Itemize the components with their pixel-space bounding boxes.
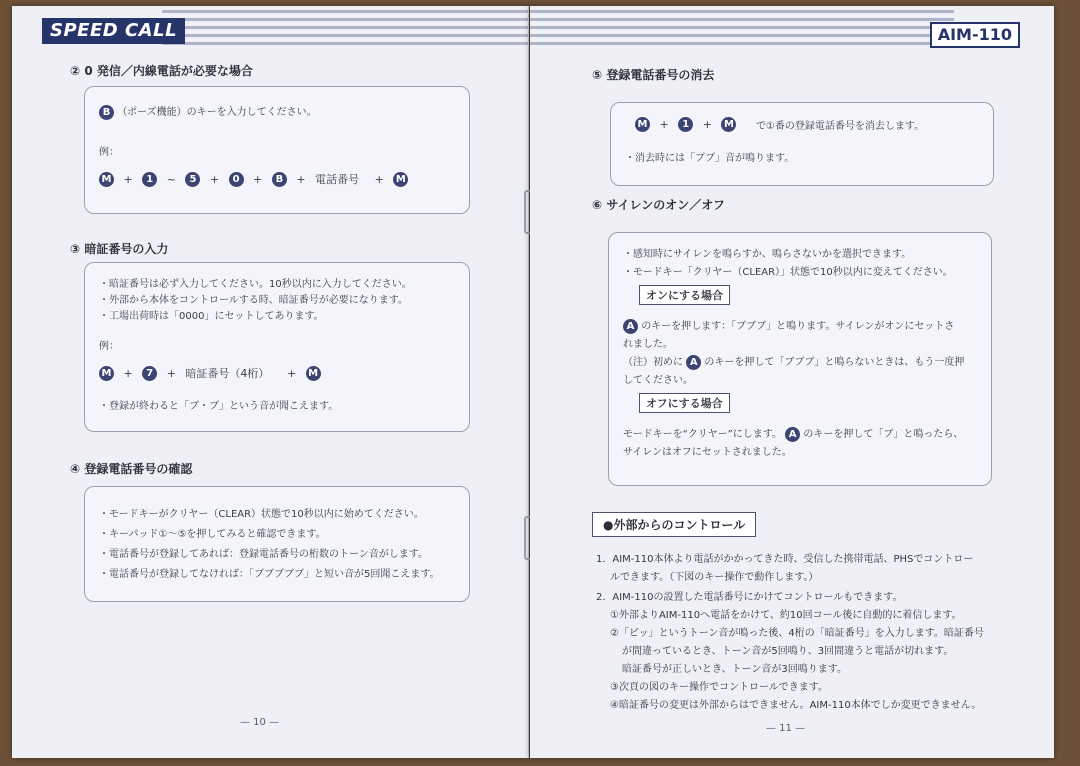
delete-note: ・消去時には「ブブ」音が鳴ります。	[625, 153, 795, 164]
page-number: — 10 —	[240, 717, 280, 728]
plus-sign: +	[123, 172, 133, 186]
plus-sign: +	[374, 172, 384, 186]
example-label: 例：	[99, 341, 119, 352]
model-label: AIM-110	[930, 22, 1020, 48]
confirm-line-2: ・キーパッド①～⑤を押してみると確認できます。	[99, 529, 326, 540]
external-line: ③次頁の図のキー操作でコントロールできます。	[610, 682, 828, 693]
zero-dial-box	[84, 86, 470, 214]
section-heading-confirm: ④ 登録電話番号の確認	[70, 462, 193, 476]
left-page	[12, 6, 529, 758]
key-7-icon: 7	[142, 366, 157, 381]
key-m-icon: M	[721, 117, 736, 132]
plus-sign: +	[659, 118, 669, 131]
page-number: — 11 —	[766, 723, 806, 734]
pause-key-text: （ポーズ機能）のキーを入力してください。	[117, 107, 317, 118]
siren-off-line-1	[623, 425, 963, 442]
key-1-icon: 1	[678, 117, 693, 132]
siren-off-line-1-pre: モードキーを“クリヤー”にします。	[623, 429, 782, 440]
pin-note: ・登録が終わると「ブ・ブ」という音が聞こえます。	[99, 401, 339, 412]
key-a-icon: A	[785, 427, 800, 442]
external-control-title: ●外部からのコントロール	[592, 512, 756, 537]
siren-on-line-1-text: のキーを押します：「ブブブ」と鳴ります。サイレンがオンにセットさ	[641, 321, 955, 332]
external-line: ①外部よりAIM-110へ電話をかけて、約10回コール後に自動的に着信します。	[610, 610, 962, 621]
delete-box	[610, 102, 994, 186]
siren-on-line-3	[623, 353, 964, 370]
external-line: ④暗証番号の変更は外部からはできません。AIM-110本体でしか変更できません。	[610, 700, 982, 711]
external-line: 2．AIM-110の設置した電話番号にかけてコントロールもできます。	[596, 592, 903, 603]
confirm-line-3: ・電話番号が登録してあれば：登録電話番号の桁数のトーン音がします。	[99, 549, 428, 560]
key-5-icon: 5	[185, 172, 200, 187]
plus-sign: +	[296, 172, 306, 186]
right-page	[530, 6, 1054, 758]
key-b-icon: B	[272, 172, 287, 187]
pin-box	[84, 262, 470, 432]
pin-sequence	[99, 365, 327, 381]
siren-on-line-2: れました。	[623, 339, 673, 350]
plus-sign: +	[253, 172, 263, 186]
key-m-icon: M	[306, 366, 321, 381]
section-heading-pin: ③ 暗証番号の入力	[70, 242, 169, 256]
siren-on-line-3-pre: （注）初めに	[623, 357, 683, 368]
pause-key-line	[99, 103, 317, 120]
confirm-line-1: ・モードキーがクリヤー（CLEAR）状態で10秒以内に始めてください。	[99, 509, 424, 520]
pin-line-2: ・外部から本体をコントロールする時、暗証番号が必要になります。	[99, 295, 408, 306]
delete-sequence	[635, 117, 930, 132]
section-heading-siren: ⑥ サイレンのオン／オフ	[592, 198, 725, 212]
section-heading-zero-dial: ② 0 発信／内線電話が必要な場合	[70, 64, 253, 78]
siren-on-line-1	[623, 317, 954, 334]
confirm-line-4: ・電話番号が登録してなければ：「ブブブブブ」と短い音が5回聞こえます。	[99, 569, 440, 580]
external-line: が間違っているとき、トーン音が5回鳴り、3回間違うと電話が切れます。	[622, 646, 954, 657]
header-stripes	[162, 6, 528, 50]
off-title-text: オフにする場合	[639, 393, 730, 413]
plus-sign: +	[123, 366, 133, 380]
pin-digits-label: 暗証番号（4桁）	[185, 367, 270, 380]
plus-sign: +	[209, 172, 220, 186]
key-b-icon: B	[99, 105, 114, 120]
siren-on-title	[639, 285, 730, 305]
external-line: ②「ピッ」というトーン音が鳴った後、4桁の「暗証番号」を入力します。暗証番号	[610, 628, 984, 639]
siren-off-line-2: サイレンはオフにセットされました。	[623, 447, 792, 458]
key-m-icon: M	[99, 172, 114, 187]
key-1-icon: 1	[142, 172, 157, 187]
tilde-sign: ~	[166, 172, 176, 186]
external-line: ルできます。（下図のキー操作で動作します。）	[610, 572, 819, 583]
brand-label: SPEED CALL	[42, 18, 185, 44]
section-heading-delete: ⑤ 登録電話番号の消去	[592, 68, 715, 82]
siren-on-line-4: してください。	[623, 375, 693, 386]
delete-sequence-note: で①番の登録電話番号を消去します。	[755, 121, 925, 132]
plus-sign: +	[286, 366, 297, 380]
siren-line-1: ・感知時にサイレンを鳴らすか、鳴らさないかを選択できます。	[623, 249, 912, 260]
external-line: 暗証番号が正しいとき、トーン音が3回鳴ります。	[622, 664, 847, 675]
siren-off-title	[639, 393, 730, 413]
plus-sign: +	[702, 118, 712, 131]
key-a-icon: A	[686, 355, 701, 370]
siren-off-line-1-text: のキーを押して「ブ」と鳴ったら、	[803, 429, 964, 440]
on-title-text: オンにする場合	[639, 285, 730, 305]
plus-sign: +	[166, 366, 176, 380]
siren-box	[608, 232, 992, 486]
external-line: 1．AIM-110本体より電話がかかってきた時、受信した携帯電話、PHSでコントロー	[596, 554, 974, 565]
key-a-icon: A	[623, 319, 638, 334]
key-m-icon: M	[99, 366, 114, 381]
zero-dial-sequence	[99, 171, 414, 187]
key-0-icon: 0	[229, 172, 244, 187]
key-m-icon: M	[393, 172, 408, 187]
phone-number-label: 電話番号	[315, 173, 360, 186]
key-m-icon: M	[635, 117, 650, 132]
siren-on-line-3-text: のキーを押して「ブブブ」と鳴らないときは、もう一度押	[704, 357, 965, 368]
example-label: 例：	[99, 147, 119, 158]
pin-line-1: ・暗証番号は必ず入力してください。10秒以内に入力してください。	[99, 279, 412, 290]
confirm-box	[84, 486, 470, 602]
header-stripes	[530, 6, 954, 50]
siren-line-2: ・モードキー「クリヤー（CLEAR）」状態で10秒以内に変えてください。	[623, 267, 953, 278]
pin-line-3: ・工場出荷時は「0000」にセットしてあります。	[99, 311, 324, 322]
